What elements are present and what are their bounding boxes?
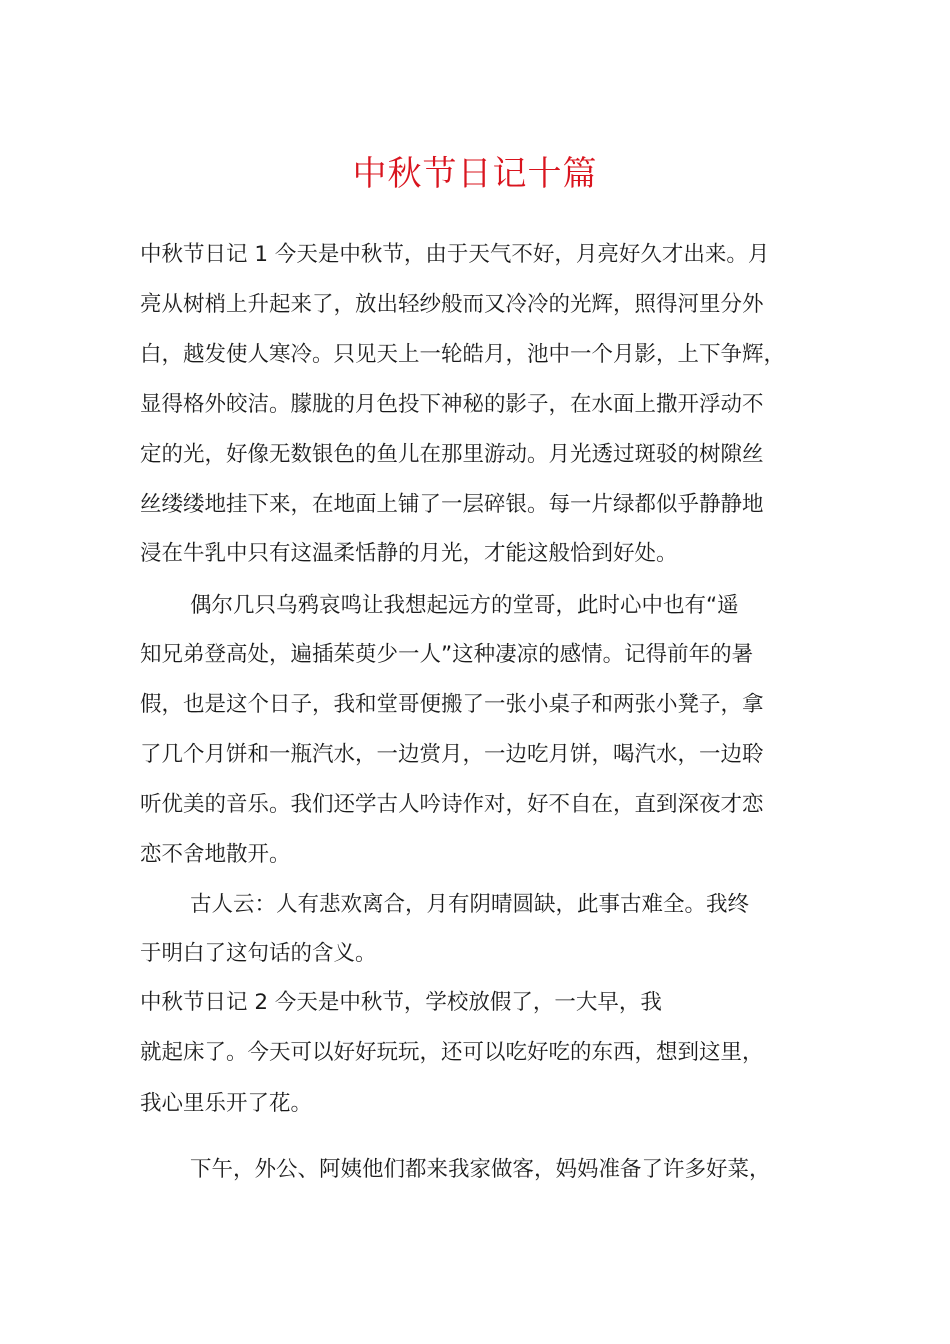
text-line: 知兄弟登高处，遍插茱萸少一人”这种凄凉的感情。记得前年的暑 bbox=[140, 642, 754, 667]
text-line: 定的光，好像无数银色的鱼儿在那里游动。月光透过斑驳的树隙丝 bbox=[140, 442, 764, 467]
text-line: 恋不舍地散开。 bbox=[140, 842, 291, 867]
document-title: 中秋节日记十篇 bbox=[352, 154, 598, 194]
text-line: 我心里乐开了花。 bbox=[140, 1091, 313, 1116]
text-line: 偶尔几只乌鸦哀鸣让我想起远方的堂哥，此时心中也有“遥 bbox=[190, 593, 739, 618]
text-line: 中秋节日记 2 今天是中秋节，学校放假了，一大早，我 bbox=[140, 990, 662, 1015]
text-line: 中秋节日记 1 今天是中秋节，由于天气不好，月亮好久才出来。月 bbox=[140, 242, 770, 267]
text-line: 下午，外公、阿姨他们都来我家做客，妈妈准备了许多好菜， bbox=[190, 1157, 771, 1182]
text-line: 了几个月饼和一瓶汽水，一边赏月，一边吃月饼，喝汽水，一边聆 bbox=[140, 742, 764, 767]
text-line: 丝缕缕地挂下来，在地面上铺了一层碎银。每一片绿都似乎静静地 bbox=[140, 492, 764, 517]
text-line: 听优美的音乐。我们还学古人吟诗作对，好不自在，直到深夜才恋 bbox=[140, 792, 764, 817]
text-line: 显得格外皎洁。朦胧的月色投下神秘的影子，在水面上撒开浮动不 bbox=[140, 392, 764, 417]
text-line: 亮从树梢上升起来了，放出轻纱般而又冷冷的光辉，照得河里分外 bbox=[140, 292, 764, 317]
text-line: 于明白了这句话的含义。 bbox=[140, 941, 377, 966]
text-line: 假，也是这个日子，我和堂哥便搬了一张小桌子和两张小凳子，拿 bbox=[140, 692, 764, 717]
text-line: 浸在牛乳中只有这温柔恬静的月光，才能这般恰到好处。 bbox=[140, 541, 678, 566]
text-line: 白，越发使人寒冷。只见天上一轮皓月，池中一个月影，上下争辉， bbox=[140, 342, 786, 367]
text-line: 就起床了。今天可以好好玩玩，还可以吃好吃的东西，想到这里， bbox=[140, 1040, 764, 1065]
text-line: 古人云：人有悲欢离合，月有阴晴圆缺，此事古难全。我终 bbox=[190, 892, 750, 917]
